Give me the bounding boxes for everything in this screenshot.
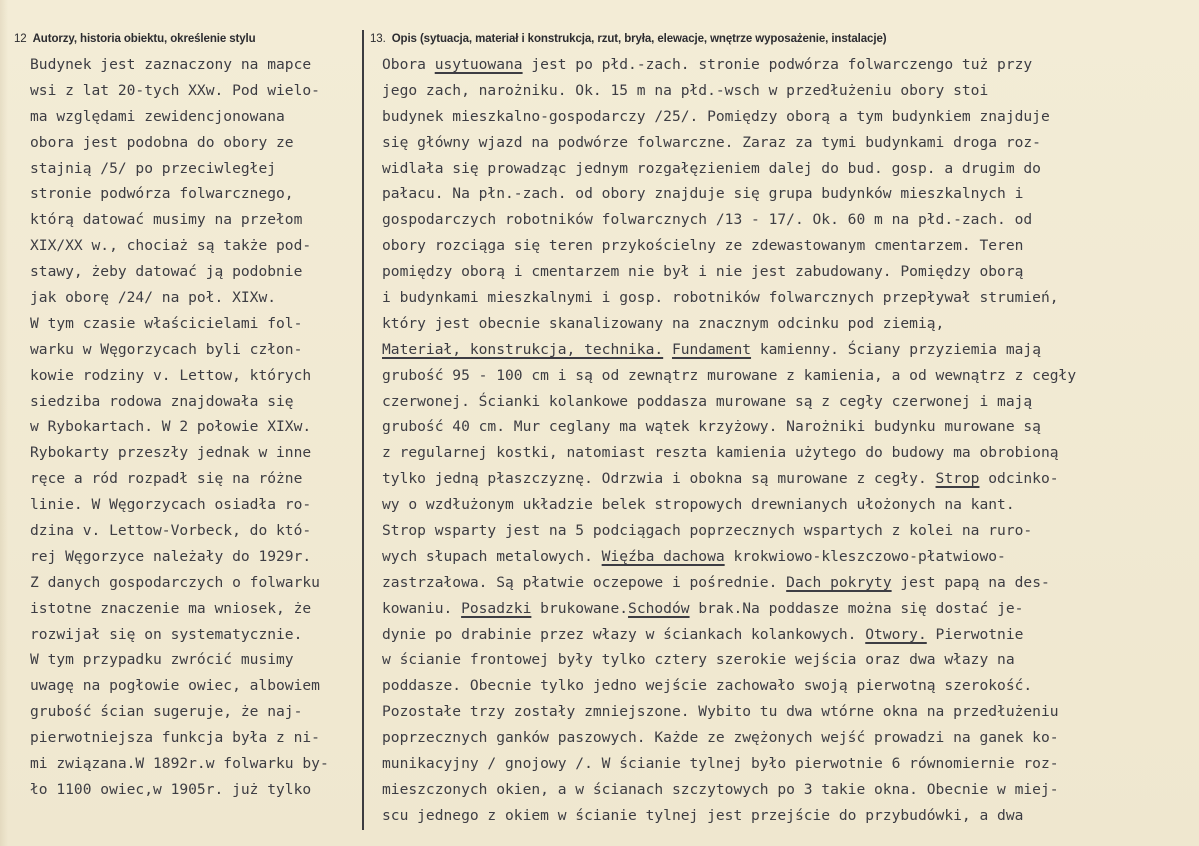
text-line: Budynek jest zaznaczony na mapce [30, 56, 312, 73]
text-line: stronie podwórza folwarcznego, [30, 185, 294, 203]
text-run: krokwiowo-kleszczowo-płatwiowo- [724, 547, 1006, 565]
text-line: uwagę na pogłowie owiec, albowiem [30, 677, 320, 695]
text-run: Pierwotnie [926, 625, 1024, 643]
text-run: jest papą na des- [891, 573, 1050, 591]
text-line: dzina v. Lettow-Vorbeck, do któ- [30, 522, 312, 540]
underlined-heading: usytuowana [434, 56, 523, 73]
text-line: Rybokarty przeszły jednak w inne [30, 444, 312, 462]
text-line: istotne znaczenie ma wniosek, że [30, 599, 312, 617]
text-line: warku w Węgorzycach byli człon- [30, 340, 303, 358]
text-run: zastrzałowa. Są płatwie oczepowe i pośrednie. [382, 573, 787, 591]
text-line: rozwijał się on systematycznie. [30, 625, 303, 643]
text-line: w Rybokartach. W 2 połowie XIXw. [30, 418, 312, 436]
underlined-heading: Posadzki [461, 599, 532, 617]
text-line: scu jednego z okiem w ścianie tylnej jest przejście do przybudówki, a dwa [382, 806, 1024, 824]
text-line: kowie rodziny v. Lettow, których [30, 366, 312, 384]
underlined-heading: Dach pokryty [786, 573, 892, 591]
right-column-header [370, 33, 886, 45]
text-line: ło 1100 owiec,w 1905r. już tylko [30, 780, 312, 798]
text-line: grubość 95 - 100 cm i są od zewnątrz murowane z kamienia, a od wewnątrz z cegły [382, 366, 1077, 384]
right-header-number: 13. [370, 33, 386, 45]
text-line [382, 622, 1187, 648]
left-header-number: 12 [14, 33, 27, 45]
text-line: budynek mieszkalno-gospodarczy /25/. Pomiędzy oborą a tym budynkiem znajduje [382, 107, 1050, 125]
left-header-title: Autorzy, historia obiektu, określenie stylu [32, 33, 256, 45]
text-run: brukowane. [531, 599, 629, 617]
text-line: pomiędzy oborą i cmentarzem nie był i nie jest zabudowany. Pomiędzy oborą [382, 263, 1024, 281]
text-line [382, 544, 1187, 570]
text-line: pierwotniejsza funkcja była z ni- [30, 729, 320, 747]
text-line: ręce a ród rozpadł się na różne [30, 470, 303, 488]
description-text-column [382, 52, 1187, 829]
text-line: grubość ścian sugeruje, że naj- [30, 703, 303, 721]
text-line: którą datować musimy na przełom [30, 211, 303, 229]
text-line: XIX/XX w., chociaż są także pod- [30, 237, 312, 255]
text-line [382, 596, 1187, 622]
text-run: brak.Na poddasze można się dostać je- [689, 599, 1024, 617]
text-line: i budynkami mieszkalnymi i gosp. robotników folwarcznych przepływał strumień, [382, 289, 1059, 307]
text-run: dynie po drabinie przez włazy w ściankach kolankowych. [382, 625, 866, 643]
text-line: z regularnej kostki, natomiast reszta kamienia użytego do budowy ma obrobioną [382, 444, 1059, 462]
text-line: obory rozciąga się teren przykościelny ze zdewastowanym cmentarzem. Teren [382, 237, 1024, 255]
text-line [382, 52, 1187, 78]
text-line: rej Węgorzyce należały do 1929r. [30, 547, 312, 565]
text-line: jego zach, narożniku. Ok. 15 m na płd.-wsch w przedłużeniu obory stoi [382, 81, 989, 99]
text-line [382, 570, 1187, 596]
text-run: kamienny. Ściany przyziemia mają [751, 340, 1041, 358]
text-line: stajnią /5/ po przeciwległej [30, 159, 277, 177]
text-line: W tym czasie właścicielami fol- [30, 314, 303, 332]
underlined-heading: Otwory. [865, 625, 927, 643]
column-divider [362, 30, 364, 830]
text-line: gospodarczych robotników folwarcznych /13 - 17/. Ok. 60 m na płd.-zach. od [382, 211, 1033, 229]
text-line: siedziba rodowa znajdowała się [30, 392, 294, 410]
text-line: wy o wzdłużonym układzie belek stropowych drewnianych ułożonych na kant. [382, 496, 1015, 514]
text-run: Obora [382, 56, 435, 73]
text-run: jest po płd.-zach. stronie podwórza folwarczengo tuż przy [522, 56, 1033, 73]
text-line: ma względami zewidencjonowana [30, 107, 285, 125]
page-edge-shadow [0, 0, 8, 846]
text-line: pałacu. Na płn.-zach. od obory znajduje się grupa budynków mieszkalnych i [382, 185, 1024, 203]
text-line: Strop wsparty jest na 5 podciągach poprzecznych wspartych z kolei na ruro- [382, 522, 1033, 540]
text-line: wsi z lat 20-tych XXw. Pod wielo- [30, 81, 320, 99]
text-line: obora jest podobna do obory ze [30, 133, 294, 151]
text-run: kowaniu. [382, 599, 462, 617]
text-line: widlała się prowadząc jednym rozgałęzieniem dalej do bud. gosp. a drugim do [382, 159, 1041, 177]
text-line: jak oborę /24/ na poł. XIXw. [30, 289, 277, 307]
text-line: Z danych gospodarczych o folwarku [30, 573, 320, 591]
underlined-heading: Więźba dachowa [601, 547, 725, 565]
text-line: munikacyjny / gnojowy /. W ścianie tylnej było pierwotnie 6 równomiernie roz- [382, 755, 1059, 773]
text-line [382, 466, 1187, 492]
text-line: poddasze. Obecnie tylko jedno wejście zachowało swoją pierwotną szerokość. [382, 677, 1033, 695]
text-line: stawy, żeby datować ją podobnie [30, 263, 303, 281]
history-text-column [30, 52, 355, 803]
text-line: W tym przypadku zwrócić musimy [30, 651, 294, 669]
right-header-title: Opis (sytuacja, materiał i konstrukcja, rzut, bryła, elewacje, wnętrze wyposażenie, instalacje) [391, 33, 887, 45]
text-run: tylko jedną płaszczyznę. Odrzwia i obokna są murowane z cegły. [382, 470, 936, 488]
text-line: czerwonej. Ścianki kolankowe poddasza murowane są z cegły czerwonej i mają [382, 392, 1033, 410]
text-line: grubość 40 cm. Mur ceglany ma wątek krzyżowy. Narożniki budynku murowane są [382, 418, 1041, 436]
text-line: w ścianie frontowej były tylko cztery szerokie wejścia oraz dwa włazy na [382, 651, 1015, 669]
text-line: który jest obecnie skanalizowany na znacznym odcinku pod ziemią, [382, 314, 945, 332]
text-line: mieszczonych okien, a w ścianach szczytowych po 3 takie okna. Obecnie w miej- [382, 780, 1059, 798]
text-run: odcinko- [979, 470, 1059, 488]
text-line [382, 337, 1187, 363]
text-run [663, 341, 672, 358]
text-line: się główny wjazd na podwórze folwarczne. Zaraz za tymi budynkami droga roz- [382, 133, 1041, 151]
underlined-heading: Strop [935, 470, 980, 488]
text-line: poprzecznych ganków paszowych. Każde ze zwężonych wejść prowadzi na ganek ko- [382, 729, 1059, 747]
left-column-header [14, 33, 256, 45]
text-line: mi związana.W 1892r.w folwarku by- [30, 755, 329, 773]
underlined-heading: Schodów [628, 599, 690, 617]
text-run: wych słupach metalowych. [382, 547, 602, 565]
text-line: linie. W Węgorzycach osiadła ro- [30, 496, 312, 514]
underlined-heading: Materiał, konstrukcja, technika. [382, 340, 664, 358]
text-line: Pozostałe trzy zostały zmniejszone. Wybito tu dwa wtórne okna na przedłużeniu [382, 703, 1059, 721]
underlined-heading: Fundament [671, 340, 752, 358]
